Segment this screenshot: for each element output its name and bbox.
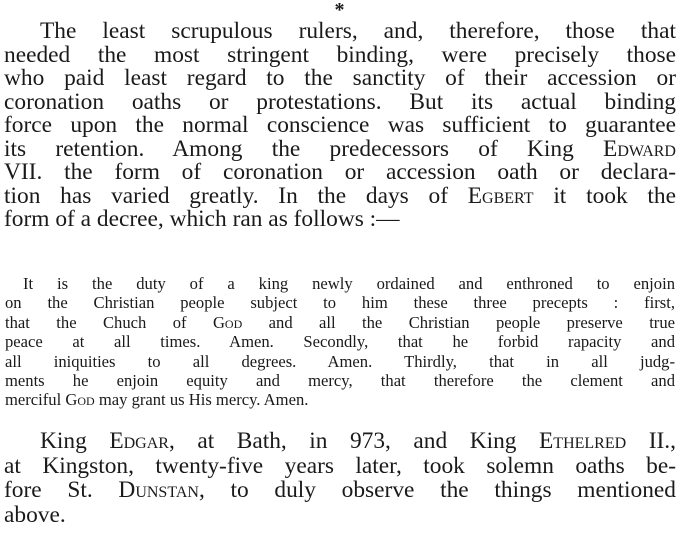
text-fragment: and all the Christian people preserve true — [268, 312, 675, 332]
text-fragment: it took the — [553, 182, 676, 209]
paragraph-edgar-ethelred — [4, 429, 676, 527]
text-line: The least scrupulous rulers, and, therefore, those that — [40, 18, 676, 44]
name-edward: Edward — [603, 135, 676, 162]
text-fragment: merciful — [5, 390, 62, 410]
text-line: who paid least regard to the sanctity of their accession or — [4, 65, 676, 91]
quote-line: all iniquities to all degrees. Amen. Thirdly, that in all judg- — [5, 351, 675, 371]
text-line: above. — [4, 501, 66, 528]
name-ethelred: Ethelred — [539, 428, 627, 454]
text-line: form of a decree, which ran as follows :— — [4, 206, 400, 232]
text-line: needed the most stringent binding, were precisely those — [4, 41, 676, 68]
name-dunstan: Dunstan — [118, 477, 199, 503]
text-line — [4, 429, 676, 454]
text-fragment: , at Bath, in 973, and King — [168, 428, 517, 454]
quoted-decree — [5, 274, 675, 410]
text-line: force upon the normal conscience was sufficient to guarantee — [4, 112, 676, 138]
text-fragment: may grant us His mercy. Amen. — [98, 390, 309, 410]
quote-line: It is the duty of a king newly ordained and enthroned to enjoin — [23, 274, 675, 293]
text-fragment: , to duly observe the things mentioned — [198, 477, 676, 503]
quote-line — [5, 390, 675, 409]
name-egbert: Egbert — [467, 182, 534, 209]
name-god: God — [65, 390, 95, 410]
text-fragment: fore St. — [4, 477, 93, 503]
text-line — [4, 182, 676, 209]
text-line: coronation oaths or protestations. But its actual binding — [4, 88, 676, 115]
paragraph-oaths-intro — [4, 20, 676, 232]
quote-line: on the Christian people subject to him these three precepts : first, — [5, 293, 675, 313]
text-fragment: II., — [648, 428, 676, 454]
text-line — [4, 135, 676, 162]
quote-line: peace at all times. Amen. Secondly, that he forbid rapacity and — [5, 332, 675, 352]
quote-line: ments he enjoin equity and mercy, that therefore the clement and — [5, 371, 675, 391]
text-fragment: tion has varied greatly. In the days of — [4, 182, 448, 209]
ornament-asterisk: * — [334, 0, 345, 21]
quote-line — [5, 313, 675, 332]
name-god: God — [212, 312, 243, 332]
name-edgar: Edgar — [109, 428, 169, 454]
text-line: VII. the form of coronation or accession oath or declara- — [4, 159, 676, 185]
text-fragment: King — [40, 428, 87, 454]
text-fragment: that the Chuch of — [5, 312, 187, 332]
text-line — [4, 478, 676, 503]
text-fragment: its retention. Among the predecessors of King — [4, 135, 574, 162]
text-line: at Kingston, twenty-five years later, took solemn oaths be- — [4, 452, 676, 479]
